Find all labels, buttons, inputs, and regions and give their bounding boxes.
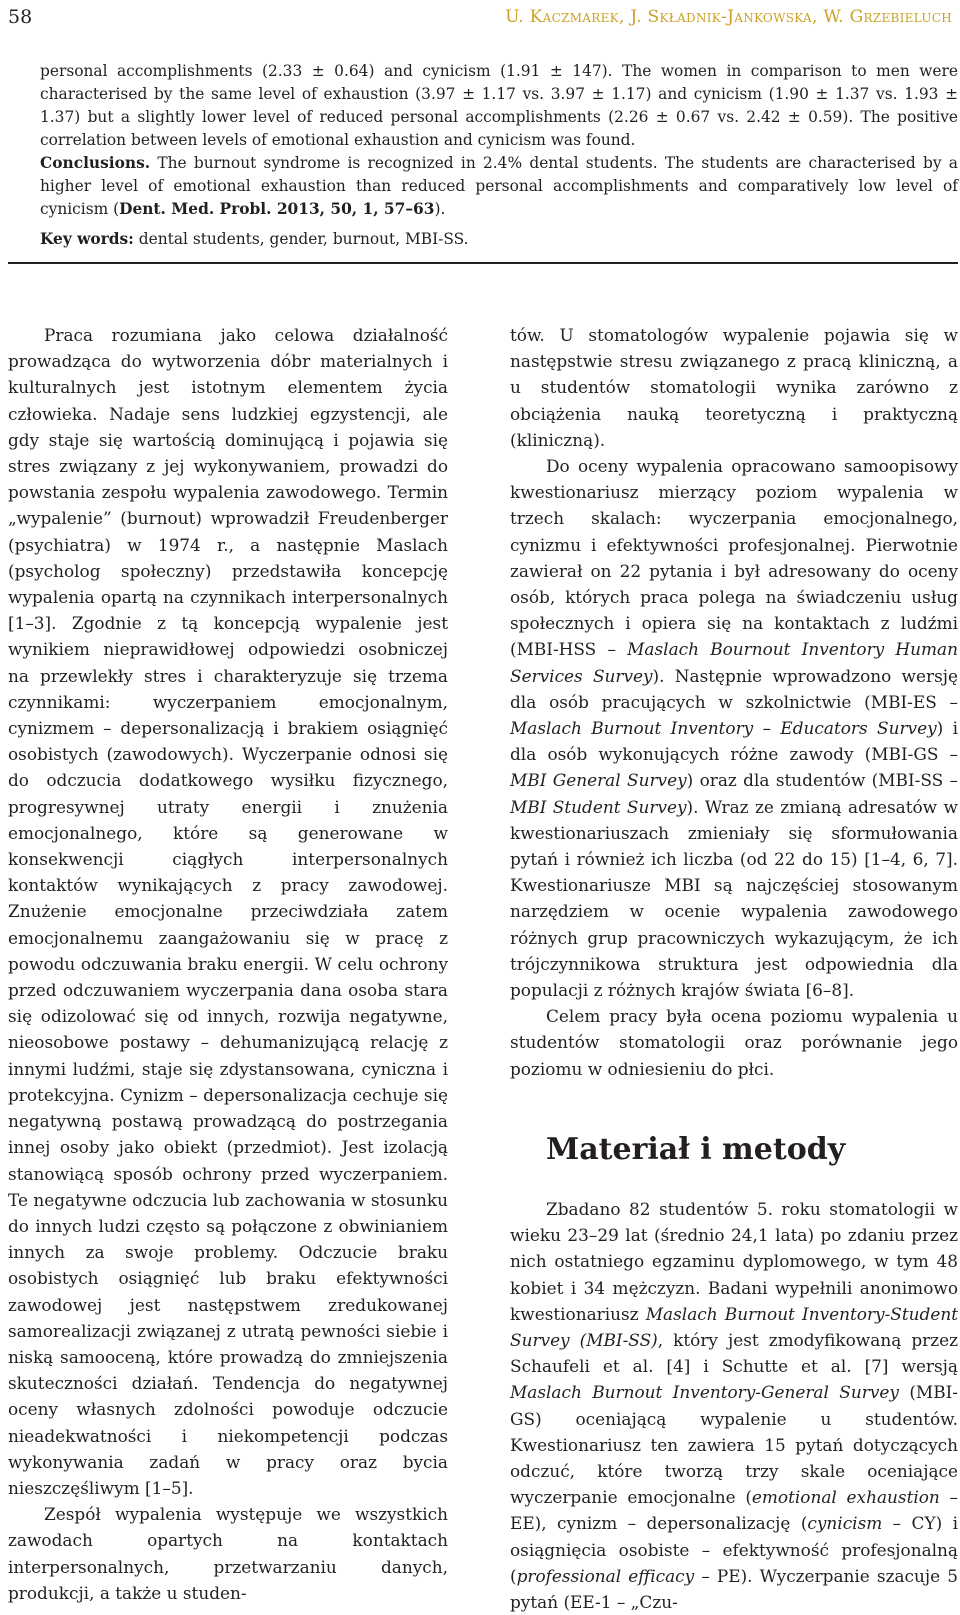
keywords <box>40 228 958 251</box>
intro-paragraph-2: Zespół wypalenia występuje we wszystkich zawodach opartych na kontaktach interpersonalnych, przetwarzaniu danych, produkcji, a także u studen- <box>8 1504 448 1603</box>
page-number: 58 <box>8 6 33 28</box>
section-heading-methods: Materiał i metody <box>546 1131 846 1167</box>
abstract-conclusions <box>40 152 958 221</box>
citation: Dent. Med. Probl. 2013, 50, 1, 57–63 <box>119 200 435 218</box>
conclusions-text: The burnout syndrome is recognized in 2.4% dental students. The students are characterised by a higher level of emotional exhaustion than reduced personal accomplishments and comparatively low level of cynicism ( <box>40 154 958 218</box>
running-head-authors: U. Kaczmarek, J. Składnik-Jankowska, W. Grzebieluch <box>505 7 952 27</box>
citation-close: ). <box>434 200 446 218</box>
intro-paragraph-1: Praca rozumiana jako celowa działalność prowadząca do wytworzenia dóbr materialnych i kulturalnych jest istotnym elementem życia człowieka. Nadaje sens ludzkiej egzystencji, ale gdy staje się wartością dominującą i pojawia się stres związany z jej wykonywaniem, prowadzi do powstania zespołu wypalenia zawodowego. Termin „wypalenie” (burnout) wprowadził Freudenberger (psychiatra) w 1974 r., a następnie Maslach (psycholog społeczny) przedstawiła koncepcję wypalenia opartą na czynnikach interpersonalnych [1–3]. Zgodnie z tą koncepcją wypalenie jest wynikiem nieprawidłowej odpowiedzi osobniczej na przewlekły stres i charakteryzuje się trzema czynnikami: wyczerpaniem emocjonalnym, cynizmem – depersonalizacją i brakiem osiągnięć osobistych (zawodowych). Wyczerpanie odnosi się do odczucia dodatkowego wysiłku fizycznego, progresywnej utraty energii i znużenia emocjonalnego, które są generowane w konsekwencji ciągłych interpersonalnych kontaktów wynikających z pracy zawodowej. Znużenie emocjonalne przeciwdziała zatem emocjonalnemu zaangażowaniu się w pracę z powodu odczuwania braku energii. W celu ochrony przed odczuwaniem wyczerpania dana osoba stara się odizolować się od innych, rozwija negatywne, nieosobowe postawy – dehumanizującą relację z innymi ludźmi, staje się zdystansowana, cyniczna i protekcyjna. Cynizm – depersonalizacja cechuje się negatywną postawą prowadzącą do postrzegania innej osoby jako obiekt (przedmiot). Jest izolacją stanowiącą sposób ochrony przed wyczerpaniem. Te negatywne odczucia lub zachowania w stosunku do innych ludzi często są połączone z obwinianiem innych za swoje problemy. Odczucie braku osobistych osiągnięć lub braku efektywności zawodowej jest następstwem zredukowanej samorealizacji związanej z utratą pewności siebie i niską samooceną, które prowadzą do zmniejszenia skuteczności działań. Tendencja do negatywnej oceny własnych zdolności powoduje odczucie nieadekwatności i niekompetencji podczas wykonywania zadań w pracy oraz bycia nieszczęśliwym [1–5]. <box>8 325 448 1498</box>
keywords-label: Key words: <box>40 230 134 248</box>
abstract <box>40 60 958 251</box>
section-divider <box>8 262 958 264</box>
abstract-results: personal accomplishments (2.33 ± 0.64) and cynicism (1.91 ± 147). The women in comparison to men were characterised by the same level of exhaustion (3.97 ± 1.17 vs. 3.97 ± 1.17) and cynicism (1.90 ± 1.37 vs. 1.93 ± 1.37) but a slightly lower level of reduced personal accomplishments (2.26 ± 0.67 vs. 2.42 ± 0.59). The positive correlation between levels of emotional exhaustion and cynicism was found. <box>40 62 958 149</box>
intro-paragraph-continued: tów. U stomatologów wypalenie pojawia się w następstwie stresu związanego z pracą kliniczną, a u studentów stomatologii wynika zarówno z obciążenia nauką teoretyczną i praktyczną (kliniczną). <box>510 325 958 450</box>
running-header <box>0 0 960 40</box>
right-column <box>510 322 958 1615</box>
keywords-text: dental students, gender, burnout, MBI-SS. <box>133 230 469 248</box>
mbi-paragraph: Do oceny wypalenia opracowano samoopisowy kwestionariusz mierzący poziom wypalenia w trzech skalach: wyczerpania emocjonalnego, cynizmu i efektywności profesjonalnej. Pierwotnie zawierał on 22 pytania i był adresowany do oceny osób, których praca polega na świadczeniu usług społecznych i opiera się na kontaktach z ludźmi (MBI-HSS – Maslach Bournout Inventory Human Services Survey). Następnie wprowadzono wersję dla osób pracujących w szkolnictwie (MBI-ES – Maslach Burnout Inventory – Educators Survey) i dla osób wykonujących różne zawody (MBI-GS – MBI General Survey) oraz dla studentów (MBI-SS – MBI Student Survey). Wraz ze zmianą adresatów w kwestionariuszach zmieniały się sformułowania pytań i również ich liczba (od 22 do 15) [1–4, 6, 7]. Kwestionariusze MBI są najczęściej stosowanym narzędziem w ocenie wypalenia zawodowego różnych grup pracowniczych wykazującym, że ich trójczynnikowa struktura jest odpowiednia dla populacji z różnych krajów świata [6–8]. <box>510 456 959 1001</box>
methods-paragraph: Zbadano 82 studentów 5. roku stomatologii w wieku 23–29 lat (średnio 24,1 lata) po zdaniu przez nich ostatniego egzaminu dyplomowego, w tym 48 kobiet i 34 mężczyzn. Badani wypełnili anonimowo kwestionariusz Maslach Burnout Inventory-Student Survey (MBI-SS), który jest zmodyfikowaną przez Schaufeli et al. [4] i Schutte et al. [7] wersją Maslach Burnout Inventory-General Survey (MBI-GS) oceniającą wypalenie u studentów. Kwestionariusz ten zawiera 15 pytań dotyczących odczuć, które tworzą trzy skale oceniające wyczerpanie emocjonalne (emotional exhaustion – EE), cynizm – depersonalizację (cynicism – CY) i osiągnięcia osobiste – efektywność profesjonalną (professional efficacy – PE). Wyczerpanie szacuje 5 pytań (EE-1 – „Czu- <box>510 1198 958 1612</box>
left-column <box>8 322 448 1606</box>
conclusions-label: Conclusions. <box>40 154 151 172</box>
aim-paragraph: Celem pracy była ocena poziomu wypalenia u studentów stomatologii oraz porównanie jego poziomu w odniesieniu do płci. <box>510 1006 958 1079</box>
